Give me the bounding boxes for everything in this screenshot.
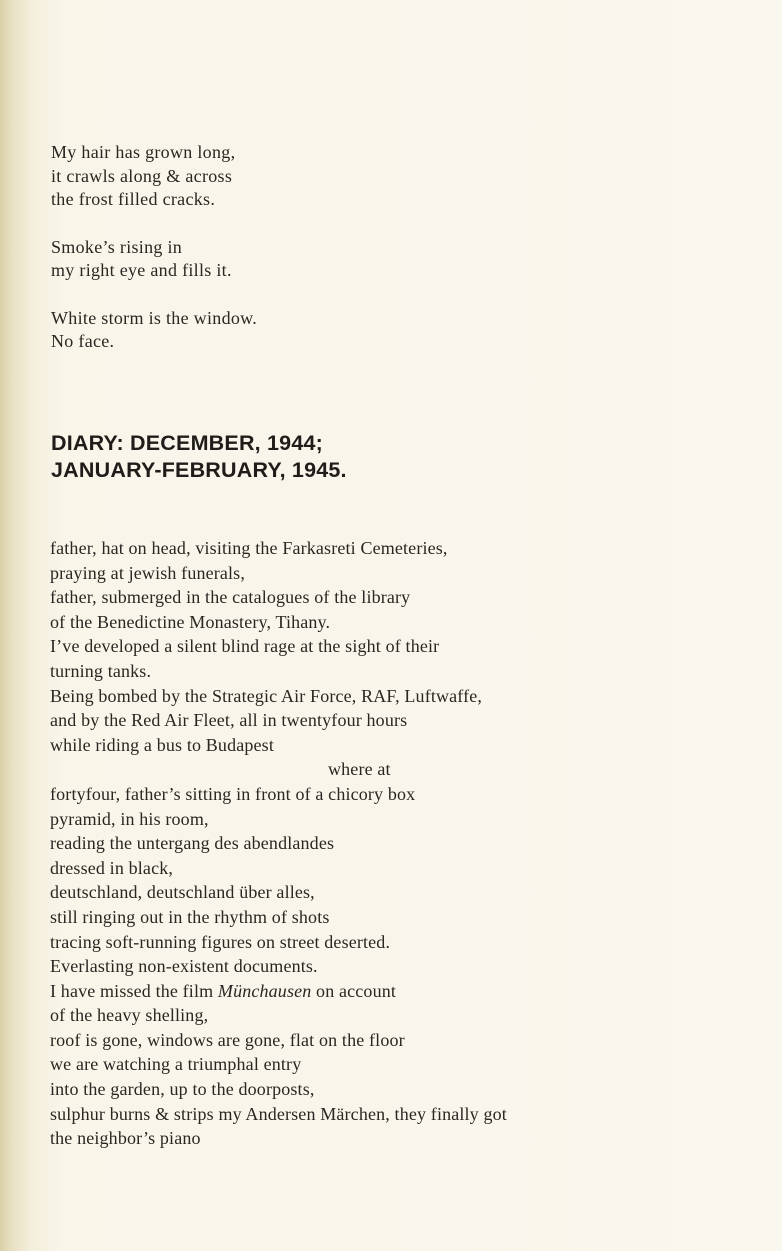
poem-line: No face. [51,331,115,351]
diary-line: the neighbor’s piano [50,1128,201,1149]
diary-line: roof is gone, windows are gone, flat on the floor [50,1029,405,1050]
diary-line: sulphur burns & strips my Andersen Märchen, they finally got [50,1103,507,1124]
poem-line: it crawls along & across [51,165,233,186]
diary-line-film [50,979,507,1004]
diary-line-indented: where at [328,759,391,780]
poem-stanza-3 [51,307,257,354]
poem-line: My hair has grown long, [51,142,236,162]
poem-line: Smoke’s rising in [51,236,183,257]
diary-line: I’ve developed a silent blind rage at the sight of their [50,636,440,657]
diary-line: into the garden, up to the doorposts, [50,1079,315,1100]
diary-line: turning tanks. [50,660,152,681]
poem-line: the frost filled cracks. [51,189,216,209]
diary-text [50,536,507,1151]
diary-line: dressed in black, [50,857,174,878]
diary-line: of the heavy shelling, [50,1005,209,1026]
diary-line: deutschland, deutschland über alles, [50,882,315,903]
diary-line: we are watching a triumphal entry [50,1054,302,1075]
poem-line: White storm is the window. [51,307,258,328]
diary-line: reading the untergang des abendlandes [50,833,335,854]
diary-line: Being bombed by the Strategic Air Force, RAF, Luftwaffe, [50,685,483,706]
diary-line: tracing soft-running figures on street deserted. [50,931,391,952]
diary-line: fortyfour, father’s sitting in front of a chicory box [50,783,416,804]
film-line-before: I have missed the film [50,980,218,1001]
poem [51,141,257,378]
diary-line: while riding a bus to Budapest [50,734,274,755]
film-line-after: on account [311,980,397,1001]
film-title: Münchausen [217,980,312,1001]
poem-stanza-1 [51,141,257,212]
heading-line-1: DIARY: DECEMBER, 1944; [51,431,324,455]
poem-stanza-2 [51,236,257,283]
diary-line: father, submerged in the catalogues of the library [50,587,411,608]
diary-line: Everlasting non-existent documents. [50,956,318,977]
diary-line: and by the Red Air Fleet, all in twentyfour hours [50,710,408,731]
diary-line: still ringing out in the rhythm of shots [50,906,330,927]
diary-line: father, hat on head, visiting the Farkasreti Cemeteries, [50,538,448,558]
heading-line-2: JANUARY-FEBRUARY, 1945. [51,458,347,482]
diary-line: of the Benedictine Monastery, Tihany. [50,611,331,632]
section-heading [51,430,347,484]
diary-line: praying at jewish funerals, [50,562,245,583]
poem-line: my right eye and fills it. [51,260,232,280]
diary-line: pyramid, in his room, [50,808,209,829]
